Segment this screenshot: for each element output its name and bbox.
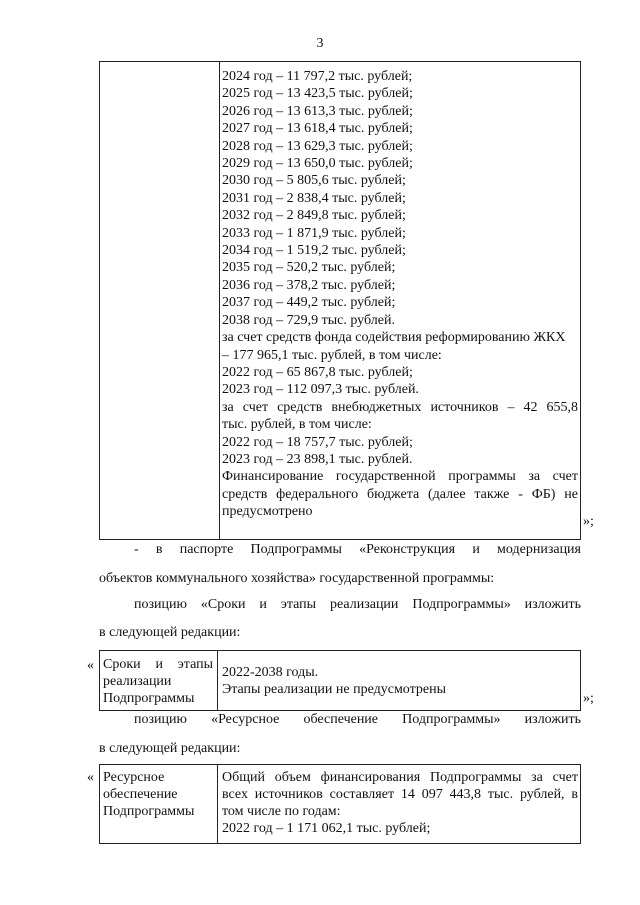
resource-cell-line: обеспечение bbox=[103, 787, 178, 802]
opening-quote: « bbox=[87, 658, 94, 673]
funding-line: 2027 год – 13 618,4 тыс. рублей; bbox=[222, 121, 413, 137]
page-number: 3 bbox=[316, 36, 324, 51]
terms-value-line: Этапы реализации не предусмотрены bbox=[222, 682, 447, 697]
funding-line: 2036 год – 378,2 тыс. рублей; bbox=[222, 277, 396, 293]
terms-cell-line: Сроки и этапы bbox=[103, 657, 213, 672]
amendment-paragraph-line: объектов коммунального хозяйства» государственной программы: bbox=[99, 571, 495, 586]
terms-cell-line: реализации bbox=[103, 674, 172, 689]
amendment-paragraph-line: в следующей редакции: bbox=[99, 625, 241, 640]
resource-value-line: том числе по годам: bbox=[222, 804, 341, 819]
resource-cell-line: Ресурсное bbox=[103, 770, 165, 785]
resource-value-text bbox=[222, 769, 578, 837]
funding-line: за счет средств внебюджетных источников – 42 655,8 bbox=[222, 399, 578, 415]
funding-line: – 177 965,1 тыс. рублей, в том числе: bbox=[222, 347, 442, 363]
funding-line: предусмотрено bbox=[222, 504, 313, 520]
closing-quote: »; bbox=[583, 514, 594, 529]
funding-line: за счет средств фонда содействия реформированию ЖКХ bbox=[222, 330, 566, 346]
resource-cell-line: Подпрограммы bbox=[103, 804, 195, 819]
funding-line: 2024 год – 11 797,2 тыс. рублей; bbox=[222, 69, 413, 84]
funding-line: 2029 год – 13 650,0 тыс. рублей; bbox=[222, 156, 413, 172]
column-separator bbox=[217, 765, 218, 843]
funding-line: Финансирование государственной программы за счет bbox=[222, 469, 578, 485]
resource-value-line: 2022 год – 1 171 062,1 тыс. рублей; bbox=[222, 821, 431, 836]
amendment-paragraph-line: позицию «Ресурсное обеспечение Подпрограммы» изложить bbox=[134, 712, 581, 727]
terms-cell-line: Подпрограммы bbox=[103, 691, 195, 706]
column-separator bbox=[219, 62, 220, 539]
amendment-paragraph-line: позицию «Сроки и этапы реализации Подпрограммы» изложить bbox=[134, 597, 581, 612]
funding-line: 2034 год – 1 519,2 тыс. рублей; bbox=[222, 243, 406, 259]
funding-line: 2035 год – 520,2 тыс. рублей; bbox=[222, 260, 396, 276]
amendment-paragraph-line: в следующей редакции: bbox=[99, 741, 241, 756]
funding-line: 2026 год – 13 613,3 тыс. рублей; bbox=[222, 103, 413, 119]
funding-line: 2022 год – 18 757,7 тыс. рублей; bbox=[222, 434, 413, 450]
resource-value-line: всех источников составляет 14 097 443,8 тыс. рублей, в bbox=[222, 787, 578, 802]
amendment-paragraph-line: - в паспорте Подпрограммы «Реконструкция и модернизация bbox=[134, 542, 581, 557]
funding-line: 2023 год – 23 898,1 тыс. рублей. bbox=[222, 451, 413, 467]
terms-value-line: 2022-2038 годы. bbox=[222, 665, 319, 680]
funding-line: 2028 год – 13 629,3 тыс. рублей; bbox=[222, 138, 413, 154]
opening-quote: « bbox=[87, 770, 94, 785]
funding-line: 2033 год – 1 871,9 тыс. рублей; bbox=[222, 225, 406, 241]
column-separator bbox=[217, 651, 218, 710]
funding-line: 2031 год – 2 838,4 тыс. рублей; bbox=[222, 190, 406, 206]
funding-line: 2030 год – 5 805,6 тыс. рублей; bbox=[222, 173, 406, 189]
funding-line: 2038 год – 729,9 тыс. рублей. bbox=[222, 312, 395, 328]
resource-value-line: Общий объем финансирования Подпрограммы за счет bbox=[222, 770, 578, 785]
funding-line: 2025 год – 13 423,5 тыс. рублей; bbox=[222, 86, 413, 102]
funding-line: средств федерального бюджета (далее также - ФБ) не bbox=[222, 486, 578, 502]
funding-line: тыс. рублей, в том числе: bbox=[222, 417, 372, 433]
closing-quote: »; bbox=[583, 691, 594, 706]
funding-line: 2037 год – 449,2 тыс. рублей; bbox=[222, 295, 396, 311]
funding-by-year-list bbox=[222, 68, 578, 521]
funding-line: 2032 год – 2 849,8 тыс. рублей; bbox=[222, 208, 406, 224]
funding-line: 2023 год – 112 097,3 тыс. рублей. bbox=[222, 382, 419, 398]
funding-line: 2022 год – 65 867,8 тыс. рублей; bbox=[222, 364, 413, 380]
